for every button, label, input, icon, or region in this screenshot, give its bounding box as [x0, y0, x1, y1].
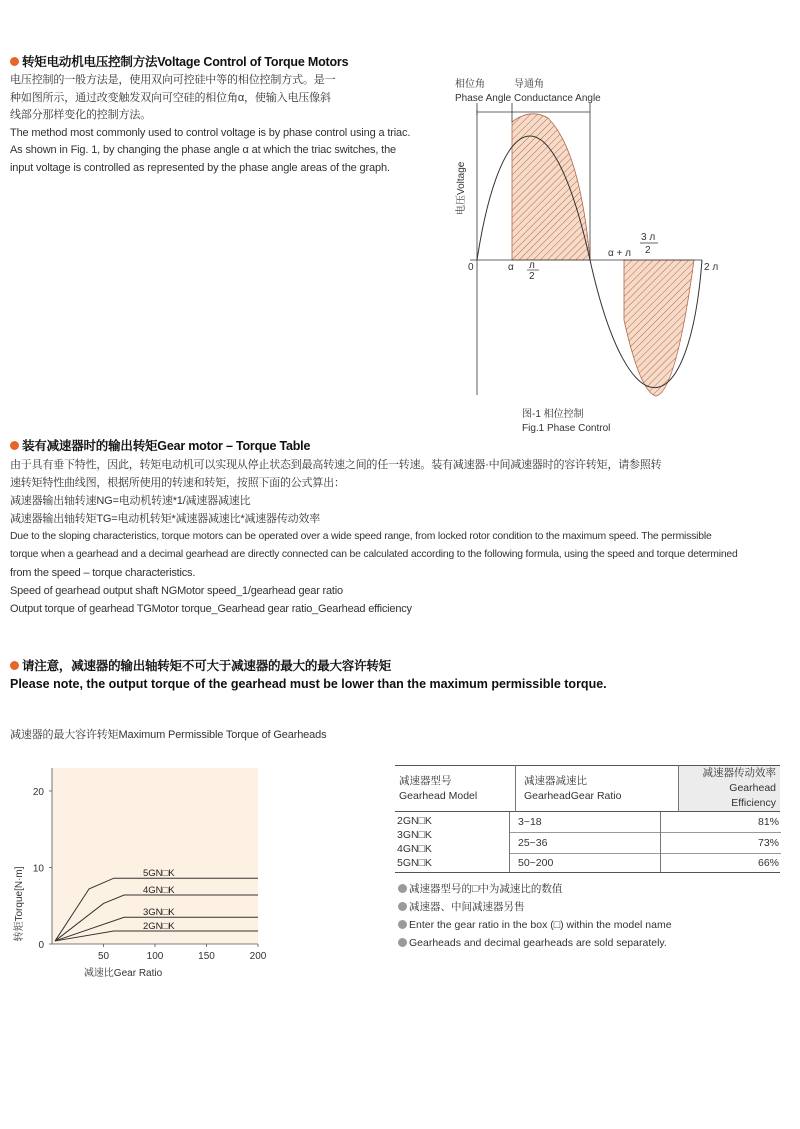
section1-title: 转矩电动机电压控制方法Voltage Control of Torque Motors: [10, 52, 348, 70]
section2-line: torque when a gearhead and a decimal gearhead are directly connected can be calculated according to the following formula, using the speed and torque determined: [10, 549, 738, 560]
section1-line: 种如图所示，通过改变触发双向可空硅的相位角α，使输入电压像斜: [10, 91, 331, 104]
bullet-dot-icon: [10, 661, 19, 670]
note-item: 减速器、中间减速器另售: [398, 898, 672, 916]
section1-line: input voltage is controlled as represented by the phase angle areas of the graph.: [10, 161, 390, 174]
conduct-angle-cn: 导通角: [514, 79, 544, 90]
table-row: 50~200 66%: [518, 857, 779, 869]
model-name: 3GN□K: [397, 829, 432, 841]
table-header-row: [395, 766, 780, 812]
pi-half-den: 2: [529, 271, 535, 282]
alpha-label: α: [508, 262, 514, 273]
grey-bullet-icon: [398, 902, 407, 911]
model-name: 4GN□K: [397, 843, 432, 855]
section1-body: [10, 72, 410, 177]
section1-line: The method most commonly used to control voltage is by phase control using a triac.: [10, 126, 411, 139]
section2-line: from the speed – torque characteristics.: [10, 567, 196, 579]
header-model: 减速器型号 Gearhead Model: [399, 774, 478, 802]
voltage-axis-label: 电压Voltage: [456, 161, 467, 215]
spec-table-wrap: [395, 765, 780, 873]
x-tick-label: 50: [97, 951, 110, 962]
x-tick-label: 200: [249, 951, 267, 962]
phase-control-figure: [440, 70, 740, 440]
series-label: 3GN□K: [143, 907, 175, 919]
three-pi-num: 3 л: [641, 232, 656, 243]
pi-half-num: л: [529, 260, 535, 271]
note-item: Gearheads and decimal gearheads are sold separately.: [398, 934, 672, 952]
conduct-angle-en: Conductance Angle: [514, 93, 601, 104]
bullet-dot-icon: [10, 441, 19, 450]
section3-note: Please note, the output torque of the gearhead must be lower than the maximum permissible torque.: [10, 677, 607, 691]
origin-label: 0: [468, 262, 474, 273]
section2-line: 减速器输出轴转矩TG=电动机转矩*减速器减速比*减速器传动效率: [10, 513, 321, 525]
section2-line: Speed of gearhead output shaft NGMotor speed_1/gearhead gear ratio: [10, 585, 343, 597]
section1-line: As shown in Fig. 1, by changing the phase angle α at which the triac switches, the: [10, 144, 397, 156]
section2-line: 减速器输出轴转速NG=电动机转速*1/减速器减速比: [10, 495, 251, 507]
section1-line: 线部分那样变化的控制方法。: [10, 109, 152, 121]
alpha-plus-pi-label: α + л: [608, 248, 632, 259]
note-item: Enter the gear ratio in the box (□) within the model name: [398, 916, 672, 934]
table-row: 25~36 73%: [510, 833, 781, 854]
chart-y-label: 转矩Torque[N·m]: [14, 866, 25, 942]
grey-bullet-icon: [398, 920, 407, 929]
note-item: 减速器型号的□中为减速比的数值: [398, 880, 672, 898]
y-tick-label: 10: [32, 863, 44, 875]
section2-line: 由于具有垂下特性，因此，转矩电动机可以实现从停止状态到最高转速之间的任一转速。装有减速器·中间减速器时的容许转矩，请参照转: [10, 459, 662, 471]
section2-line: Due to the sloping characteristics, torque motors can be operated over a wide speed range, from locked rotor condition to the maximum speed. The permissible: [10, 531, 712, 542]
chart-title: 减速器的最大容许转矩Maximum Permissible Torque of Gearheads: [10, 729, 327, 741]
header-efficiency: 减速器传动效率 Gearhead Efficiency: [679, 766, 781, 812]
spec-table-body: [395, 812, 780, 873]
section3-title: 请注意，减速器的输出轴转矩不可大于减速器的最大的最大容许转矩: [10, 656, 391, 674]
section1-line: 电压控制的一般方法是，使用双向可控硅中等的相位控制方式。是一: [10, 74, 336, 86]
x-tick-label: 100: [146, 951, 164, 962]
notes-list: [398, 880, 672, 952]
series-label: 4GN□K: [143, 885, 175, 897]
phase-angle-cn: 相位角: [455, 79, 485, 90]
table-row: 3~18 81%: [510, 812, 781, 833]
section2-body: [10, 456, 790, 618]
section2-line: Output torque of gearhead TGMotor torque_Gearhead gear ratio_Gearhead efficiency: [10, 603, 412, 615]
section2-title: 装有减速器时的输出转矩Gear motor – Torque Table: [10, 436, 310, 454]
three-pi-den: 2: [645, 245, 651, 256]
two-pi-label: 2 л: [704, 262, 719, 273]
ratio-eff-cells: [509, 812, 781, 872]
header-ratio: 减速器减速比 GearheadGear Ratio: [516, 766, 679, 812]
grey-bullet-icon: [398, 938, 407, 947]
y-tick-label: 0: [38, 940, 44, 951]
spec-table: [395, 765, 780, 812]
grey-bullet-icon: [398, 884, 407, 893]
positive-hatched-area: [512, 114, 590, 260]
series-label: 2GN□K: [143, 920, 175, 932]
series-label: 5GN□K: [143, 868, 175, 880]
model-name: 2GN□K: [397, 815, 432, 827]
model-list: [397, 814, 432, 870]
section2-line: 速转矩特性曲线图，根据所使用的转速和转矩，按照下面的公式算出：: [10, 477, 345, 489]
chart-x-label: 减速比Gear Ratio: [83, 968, 163, 979]
model-name: 5GN□K: [397, 857, 432, 869]
bullet-dot-icon: [10, 57, 19, 66]
figure-caption-cn: 图-1 相位控制: [522, 409, 584, 420]
figure-caption-en: Fig.1 Phase Control: [522, 423, 611, 434]
x-tick-label: 150: [198, 951, 215, 962]
phase-angle-en: Phase Angle: [455, 93, 512, 104]
y-tick-label: 20: [32, 786, 44, 798]
torque-chart: [0, 762, 280, 992]
